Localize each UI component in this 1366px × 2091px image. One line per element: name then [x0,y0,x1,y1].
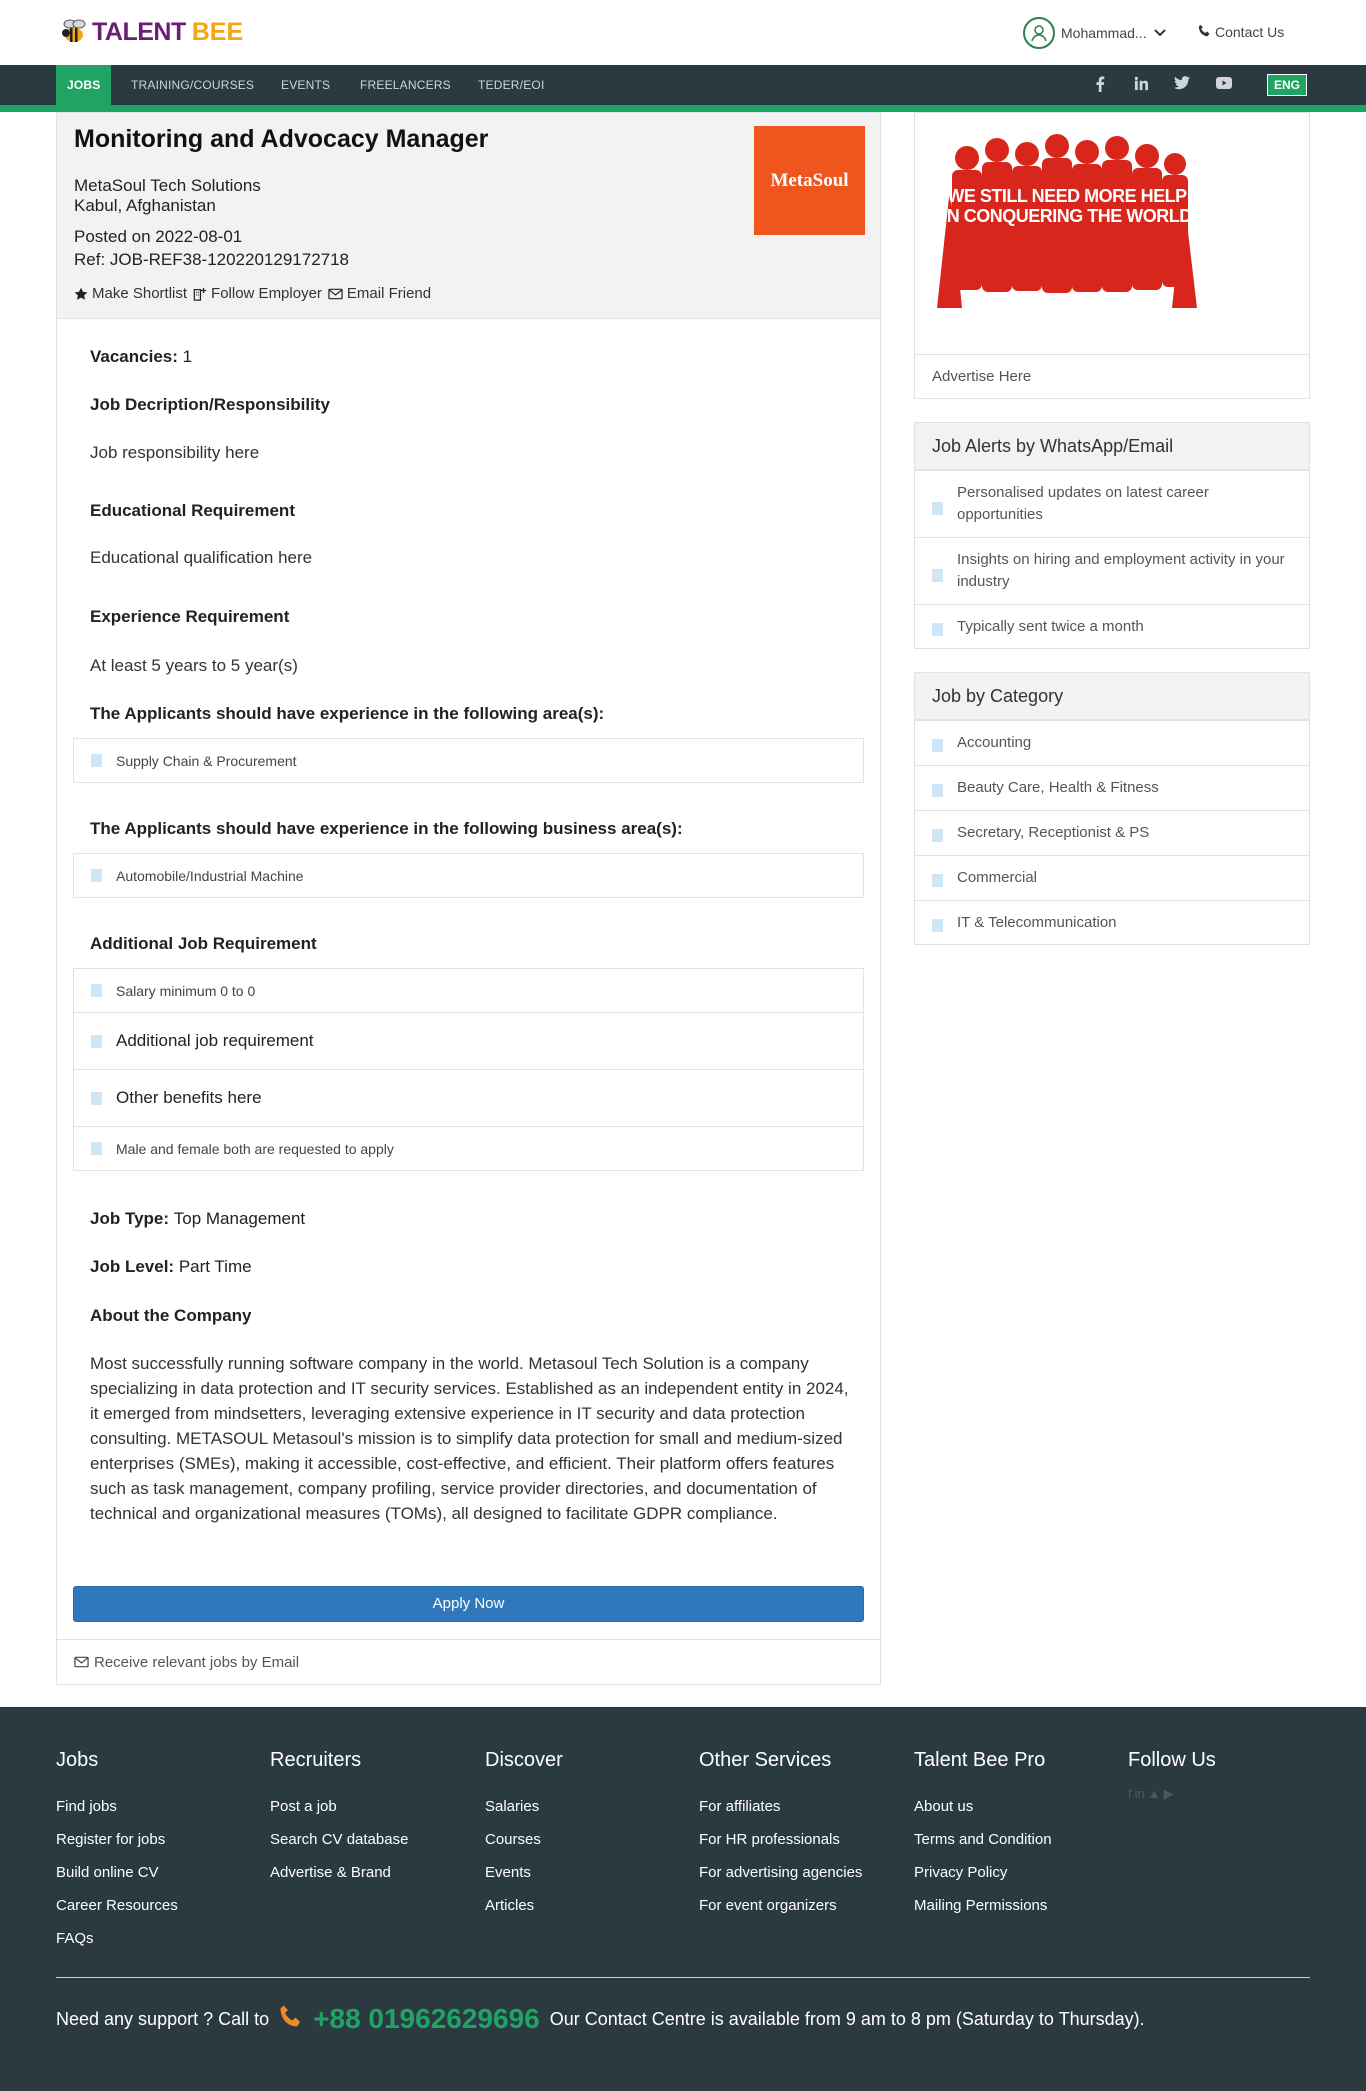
job-reference: Ref: JOB-REF38-120220129172718 [74,250,350,269]
bullet-icon [91,1142,102,1155]
areas-list [73,738,864,783]
receive-jobs-by-email-link[interactable] [57,1639,880,1684]
nav-item-freelancers[interactable]: FREELANCERS [360,78,451,92]
list-item [915,604,1309,648]
footer-column-recruiters [270,1749,408,1889]
additional-heading: Additional Job Requirement [90,934,317,953]
bullet-icon [932,502,943,515]
footer-link[interactable]: FAQs [56,1930,94,1947]
about-text: Most successfully running software company in the world. Metasoul Tech Solution is a company specializing in data protection and IT security services. Established as an independent entity in 2024, it emerged from mindsetters, leveraging extensive experience in IT security and data protection consulting. METASOUL Metasoul's mission is to simplify data protection for small and medium-sized enterprises (SMEs), making it accessible, cost-effective, and efficient. Their platform offers features such as task management, company profiling, service provider directories, and documentation of technical and organizational measures (TOMs), all designed to facilitate GDPR compliance. [90,1354,849,1523]
bullet-icon [932,784,943,797]
top-header [0,0,1366,65]
envelope-icon [74,1656,89,1668]
receive-jobs-label: Receive relevant jobs by Email [94,1653,300,1671]
linkedin-icon[interactable] [1132,76,1150,94]
bullet-icon [91,869,102,882]
business-areas-list [73,853,864,898]
footer-social-icons [1128,1786,1216,1802]
footer-heading: Talent Bee Pro [914,1749,1046,1771]
job-header [57,113,880,319]
footer-link[interactable]: Privacy Policy [914,1864,1008,1881]
bullet-icon [932,919,943,932]
facebook-icon[interactable] [1091,76,1109,94]
list-item [74,1069,863,1126]
areas-heading: The Applicants should have experience in the following area(s): [90,704,605,723]
follow-employer-label: Follow Employer [211,285,322,302]
nav-item-training-courses[interactable]: TRAINING/COURSES [131,78,255,92]
category-label: Secretary, Receptionist & PS [957,824,1150,841]
education-heading: Educational Requirement [90,501,295,520]
nav-accent-line [0,105,1366,112]
star-icon [74,287,88,301]
job-alerts-title: Job Alerts by WhatsApp/Email [915,423,1309,470]
footer-column-jobs [56,1749,178,1955]
company-logo[interactable]: MetaSoul [754,126,865,235]
category-item-it-telecom[interactable] [915,900,1309,944]
footer-link[interactable]: Search CV database [270,1831,409,1848]
main-navbar [0,65,1366,105]
job-location: Kabul, Afghanistan [74,196,216,215]
bullet-icon [91,1035,102,1048]
footer-heading: Discover [485,1749,563,1771]
nav-item-tender-eoi[interactable]: TEDER/EOI [478,78,545,92]
posted-date: Posted on 2022-08-01 [74,227,243,246]
advertise-here-link[interactable]: Advertise Here [915,354,1309,398]
category-item-accounting[interactable] [915,720,1309,765]
ad-text-line-2: IN CONQUERING THE WORLD [942,206,1192,226]
envelope-icon [328,288,343,300]
footer-link[interactable]: For HR professionals [699,1831,840,1848]
list-item [74,853,863,897]
job-type-label: Job Type: [90,1209,170,1228]
phone-icon [1198,24,1211,40]
vacancies-label: Vacancies: [90,347,178,366]
additional-list [73,968,864,1171]
support-hours: Our Contact Centre is available from 9 am to 8 pm (Saturday to Thursday). [549,2008,1145,2029]
job-type [90,1209,305,1229]
about-heading: About the Company [90,1306,252,1325]
twitter-icon[interactable] [1173,76,1191,94]
follow-employer-button[interactable] [193,285,322,302]
job-level [90,1257,252,1277]
list-item-label: Salary minimum 0 to 0 [116,982,256,999]
list-item [74,1012,863,1069]
education-text: Educational qualification here [90,548,313,567]
footer-heading: Jobs [56,1749,99,1771]
advertisement-box [914,112,1310,399]
footer-link[interactable]: Courses [485,1831,541,1848]
nav-item-jobs[interactable]: JOBS [56,65,111,105]
footer-heading: Other Services [699,1749,832,1771]
user-name: Mohammad... [1061,25,1147,41]
twitter-icon[interactable]: ▲ [1147,1786,1161,1801]
job-details-card [56,112,881,1685]
footer-divider [56,1977,1310,1978]
category-item-beauty-care[interactable] [915,765,1309,810]
footer-link[interactable]: Advertise & Brand [270,1864,391,1881]
footer-column-discover [485,1749,563,1922]
list-item-label: Insights on hiring and employment activity in your industry [957,551,1285,590]
bullet-icon [932,874,943,887]
chevron-down-icon[interactable] [1153,25,1167,41]
job-level-value: Part Time [178,1257,252,1276]
footer-link[interactable]: Post a job [270,1798,337,1815]
bullet-icon [932,829,943,842]
list-item-label: Automobile/Industrial Machine [116,867,304,884]
site-footer [0,1707,1366,2091]
bullet-icon [932,623,943,636]
footer-column-talent-bee-pro [914,1749,1052,1922]
business-areas-heading: The Applicants should have experience in the following business area(s): [90,819,683,838]
bullet-icon [91,1092,102,1105]
footer-link[interactable]: Mailing Permissions [914,1897,1048,1914]
apply-now-button[interactable]: Apply Now [73,1586,864,1622]
shortlist-button[interactable] [74,285,187,302]
vacancies [90,347,192,367]
bee-logo-icon [58,15,92,49]
description-heading: Job Decription/Responsibility [90,395,330,414]
facebook-icon[interactable]: f [1128,1786,1132,1801]
linkedin-icon[interactable]: in [1134,1786,1145,1801]
category-label: IT & Telecommunication [957,913,1117,931]
footer-link[interactable]: For affiliates [699,1798,781,1815]
email-friend-button[interactable] [328,285,431,302]
ad-banner[interactable] [932,128,1202,308]
list-item [74,1126,863,1170]
footer-link[interactable]: About us [914,1798,974,1815]
footer-link[interactable]: Events [485,1864,531,1881]
footer-link[interactable]: Salaries [485,1798,540,1815]
list-item-label: Supply Chain & Procurement [116,752,297,769]
category-label: Accounting [957,734,1032,751]
shortlist-label: Make Shortlist [92,285,188,302]
footer-link[interactable]: For event organizers [699,1897,837,1914]
job-category-panel [914,672,1310,945]
footer-column-other-services [699,1749,862,1922]
footer-link[interactable]: For advertising agencies [699,1864,863,1881]
job-actions [74,285,431,302]
footer-heading: Follow Us [1128,1749,1216,1771]
list-item-label: Male and female both are requested to apply [116,1140,394,1157]
logo-text-talent: TALENT [92,17,186,46]
footer-link[interactable]: Career Resources [56,1897,178,1914]
experience-heading: Experience Requirement [90,607,290,626]
building-plus-icon [193,287,207,301]
talent-bee-logo[interactable] [58,12,243,52]
category-label: Beauty Care, Health & Fitness [957,779,1159,796]
list-item-label: Other benefits here [116,1088,262,1107]
job-category-title: Job by Category [915,673,1309,720]
contact-us-link[interactable] [1198,24,1284,40]
job-level-label: Job Level: [90,1257,175,1276]
description-text: Job responsibility here [90,443,260,462]
youtube-icon[interactable]: ▶ [1163,1786,1174,1801]
user-menu[interactable] [1023,17,1167,49]
bullet-icon [91,754,102,767]
bullet-icon [932,569,943,582]
email-friend-label: Email Friend [346,285,432,302]
footer-link[interactable]: Articles [485,1897,535,1914]
company-name[interactable]: MetaSoul Tech Solutions [74,176,261,195]
category-item-commercial[interactable] [915,855,1309,900]
list-item-label: Typically sent twice a month [957,617,1144,635]
footer-link[interactable]: Build online CV [56,1864,159,1881]
footer-link[interactable]: Find jobs [56,1798,117,1815]
job-alerts-panel [914,422,1310,649]
list-item [915,470,1309,537]
phone-icon [279,2004,303,2035]
list-item-label: Personalised updates on latest career opportunities [957,484,1209,523]
footer-link[interactable]: Register for jobs [56,1831,166,1848]
list-item [915,537,1309,604]
experience-text: At least 5 years to 5 year(s) [90,656,298,675]
footer-column-follow-us [1128,1749,1216,1802]
ad-text-line-1: WE STILL NEED MORE HELP [947,186,1187,206]
list-item-label: Additional job requirement [116,1031,314,1050]
footer-link[interactable]: Terms and Condition [914,1831,1052,1848]
category-item-secretary[interactable] [915,810,1309,855]
logo-text-bee: BEE [191,17,244,46]
footer-heading: Recruiters [270,1749,362,1771]
job-type-value: Top Management [173,1209,306,1228]
support-prefix: Need any support ? Call to [56,2008,270,2029]
support-line [56,2003,1145,2035]
user-avatar[interactable] [1023,17,1055,49]
contact-us-label: Contact Us [1215,24,1285,40]
job-title: Monitoring and Advocacy Manager [74,125,489,153]
youtube-icon[interactable] [1215,76,1233,94]
list-item [74,968,863,1012]
list-item [74,738,863,782]
bullet-icon [932,739,943,752]
nav-item-events[interactable]: EVENTS [281,78,331,92]
category-label: Commercial [957,869,1038,886]
support-phone-number[interactable]: +88 01962629696 [313,2003,540,2034]
bullet-icon [91,984,102,997]
vacancies-value: 1 [182,347,193,366]
language-switch[interactable]: ENG [1267,74,1307,96]
